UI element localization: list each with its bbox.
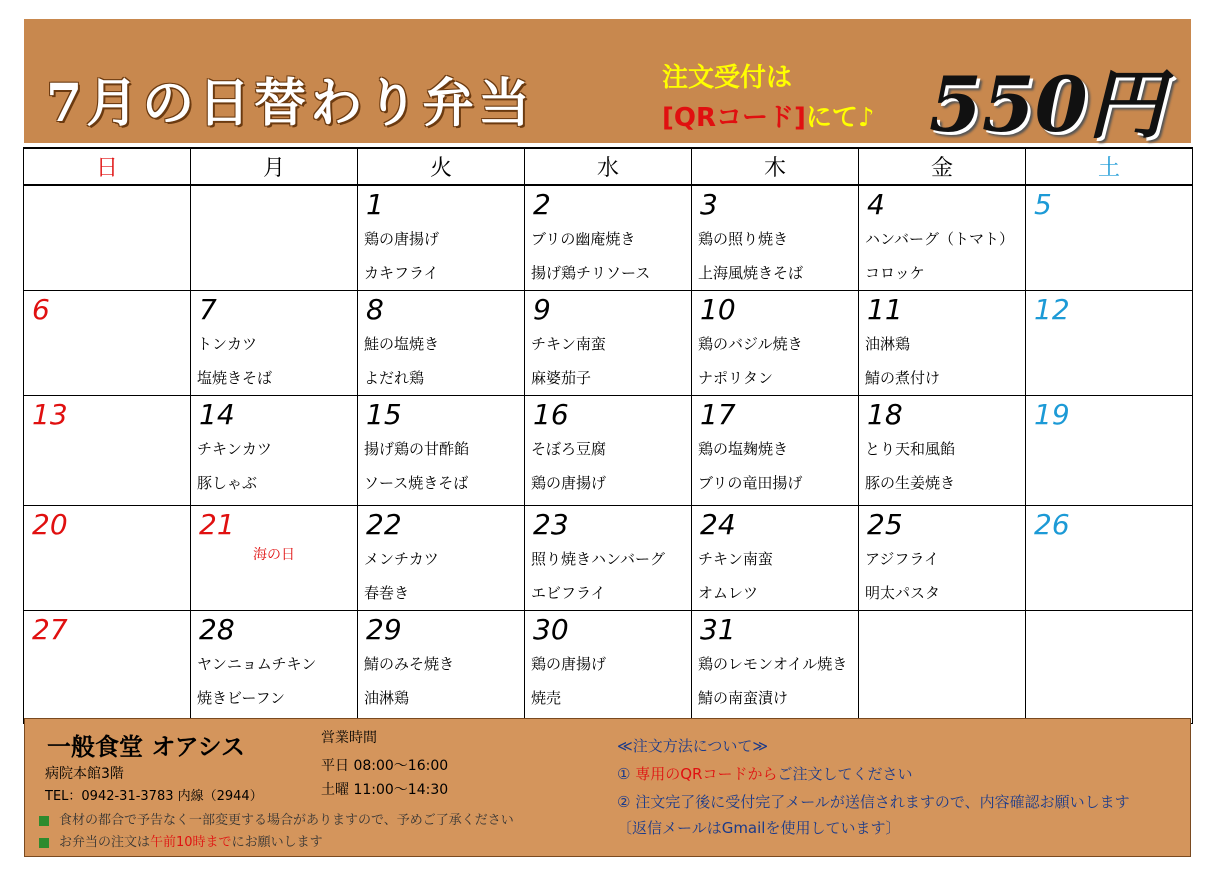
calendar-day-cell	[525, 506, 692, 611]
method1-highlight: 専用のQRコードから	[635, 765, 778, 783]
holiday-label: 海の日	[253, 547, 295, 563]
menu-item: そぼろ豆腐	[531, 440, 607, 458]
menu-item: 焼きビーフン	[197, 689, 286, 707]
calendar-day-cell	[859, 291, 1026, 396]
method1-prefix: ①	[617, 765, 636, 783]
menu-item: 鶏の塩麹焼き	[698, 440, 789, 458]
calendar-day-cell	[24, 506, 191, 611]
day-number: 1	[366, 188, 384, 221]
bullet-square-icon	[39, 838, 49, 848]
menu-item: チキン南蛮	[531, 335, 606, 353]
calendar-day-cell	[859, 185, 1026, 291]
menu-item: 春巻き	[364, 584, 410, 602]
day-number: 24	[700, 508, 736, 541]
menu-item: よだれ鶏	[364, 369, 425, 387]
cafeteria-name: 一般食堂 オアシス	[47, 733, 245, 761]
calendar-week-row	[24, 291, 1193, 396]
calendar-day-cell	[525, 396, 692, 506]
menu-item: 鶏の唐揚げ	[531, 655, 607, 673]
menu-item: 鯖の南蛮漬け	[698, 689, 789, 707]
menu-item: チキンカツ	[197, 440, 272, 458]
day-number: 12	[1034, 293, 1070, 326]
calendar-day-cell	[1026, 506, 1193, 611]
calendar-day-cell	[358, 506, 525, 611]
weekday-thu: 木	[692, 148, 859, 185]
calendar-day-cell	[1026, 611, 1193, 724]
note-menu-change-text: 食材の都合で予告なく一部変更する場合がありますので、予めご了承ください	[59, 813, 514, 828]
day-number: 2	[533, 188, 551, 221]
menu-item: カキフライ	[364, 264, 439, 282]
calendar-day-cell	[191, 396, 358, 506]
menu-item: 鯖の煮付け	[865, 369, 941, 387]
menu-item: メンチカツ	[364, 550, 439, 568]
order-method-step1	[617, 763, 912, 784]
calendar-day-cell	[692, 506, 859, 611]
calendar-day-cell	[358, 396, 525, 506]
day-number: 26	[1034, 508, 1070, 541]
calendar-week-row	[24, 396, 1193, 506]
header-banner	[24, 19, 1191, 149]
menu-item: ブリの竜田揚げ	[698, 474, 803, 492]
calendar-day-cell	[859, 611, 1026, 724]
menu-item: ソース焼きそば	[364, 474, 469, 492]
calendar-day-cell	[24, 396, 191, 506]
calendar-day-cell	[1026, 185, 1193, 291]
order-method-step2: ② 注文完了後に受付完了メールが送信されますので、内容確認お願いします	[617, 793, 1130, 811]
menu-item: 鶏のレモンオイル焼き	[698, 655, 848, 673]
note-deadline-highlight: 午前10時まで	[150, 835, 232, 850]
menu-item: 照り焼きハンバーグ	[531, 550, 665, 568]
menu-item: とり天和風餡	[865, 440, 956, 458]
cafeteria-tel: TEL：0942-31-3783 内線（2944）	[45, 789, 263, 804]
day-number: 22	[366, 508, 402, 541]
order-method-gmail: 〔返信メールはGmailを使用しています〕	[617, 819, 901, 837]
note-deadline-b: にお願いします	[231, 835, 323, 850]
hours-saturday: 土曜 11:00～14:30	[321, 782, 449, 798]
calendar-week-row	[24, 611, 1193, 724]
day-number: 20	[32, 508, 68, 541]
cafeteria-address: 病院本館3階	[45, 766, 124, 782]
hours-weekday: 平日 08:00～16:00	[321, 758, 449, 774]
day-number: 9	[533, 293, 551, 326]
day-number	[1026, 611, 1192, 647]
menu-item: 鶏の唐揚げ	[531, 474, 607, 492]
menu-item: 塩焼きそば	[197, 369, 273, 387]
day-number	[859, 611, 1025, 647]
menu-item: トンカツ	[197, 335, 258, 353]
day-number	[24, 186, 190, 222]
menu-item: オムレツ	[698, 584, 759, 602]
day-number: 15	[366, 398, 402, 431]
page-title: 7月の日替わり弁当	[46, 73, 535, 134]
calendar-week-row	[24, 185, 1193, 291]
day-number: 7	[199, 293, 217, 326]
day-number: 6	[32, 293, 50, 326]
menu-item: 鯖のみそ焼き	[364, 655, 455, 673]
order-note-line1: 注文受付は	[662, 63, 793, 93]
day-number: 25	[867, 508, 903, 541]
menu-item: ハンバーグ（トマト）	[865, 230, 1014, 248]
menu-item: 鶏の照り焼き	[698, 230, 789, 248]
day-number: 27	[32, 613, 68, 646]
day-number: 28	[199, 613, 235, 646]
menu-item: ブリの幽庵焼き	[531, 230, 636, 248]
weekday-wed: 水	[525, 148, 692, 185]
calendar-day-cell	[1026, 291, 1193, 396]
day-number: 17	[700, 398, 736, 431]
menu-item: 鶏の唐揚げ	[364, 230, 440, 248]
day-number	[191, 186, 357, 222]
day-number: 23	[533, 508, 569, 541]
menu-item: 揚げ鶏チリソース	[531, 264, 651, 282]
menu-item: 油淋鶏	[865, 335, 911, 353]
order-method-title: ≪注文方法について≫	[617, 737, 769, 755]
calendar-day-cell	[859, 506, 1026, 611]
menu-item: 焼売	[531, 689, 562, 707]
calendar-day-cell	[358, 185, 525, 291]
day-number: 16	[533, 398, 569, 431]
calendar-day-cell	[358, 291, 525, 396]
calendar-day-cell	[1026, 396, 1193, 506]
day-number: 8	[366, 293, 384, 326]
calendar-day-cell	[191, 185, 358, 291]
calendar-day-cell	[525, 185, 692, 291]
calendar-day-cell	[692, 291, 859, 396]
calendar-day-cell	[191, 611, 358, 724]
menu-item: 豚の生姜焼き	[865, 474, 956, 492]
calendar-day-cell	[692, 396, 859, 506]
day-number: 3	[700, 188, 718, 221]
order-note-qr: [QRコード]	[662, 103, 806, 133]
day-number: 14	[199, 398, 235, 431]
calendar-day-cell	[358, 611, 525, 724]
method1-rest: ご注文してください	[777, 765, 913, 783]
day-number: 21	[199, 508, 235, 541]
weekday-header-row	[24, 148, 1193, 185]
day-number: 29	[366, 613, 402, 646]
menu-item: ナポリタン	[698, 369, 774, 387]
calendar-day-cell	[692, 611, 859, 724]
price-label: 550円	[929, 60, 1164, 149]
calendar-day-cell	[24, 291, 191, 396]
menu-item: チキン南蛮	[698, 550, 773, 568]
menu-item: 明太パスタ	[865, 584, 941, 602]
menu-item: ヤンニョムチキン	[197, 655, 317, 673]
calendar-day-cell	[191, 506, 358, 611]
menu-item: コロッケ	[865, 264, 925, 282]
calendar-day-cell	[525, 291, 692, 396]
day-number: 31	[700, 613, 736, 646]
weekday-sat: 土	[1026, 148, 1193, 185]
menu-item: アジフライ	[865, 550, 939, 568]
weekday-tue: 火	[358, 148, 525, 185]
menu-item: 豚しゃぶ	[197, 474, 258, 492]
day-number: 30	[533, 613, 569, 646]
note-deadline-a: お弁当の注文は	[59, 835, 151, 850]
weekday-fri: 金	[859, 148, 1026, 185]
day-number: 11	[867, 293, 903, 326]
footer-info	[24, 718, 1191, 857]
calendar-day-cell	[24, 185, 191, 291]
calendar-day-cell	[24, 611, 191, 724]
day-number: 13	[32, 398, 68, 431]
order-note-rest: にて♪	[805, 103, 875, 133]
day-number: 5	[1034, 188, 1052, 221]
menu-item: 油淋鶏	[364, 689, 410, 707]
menu-item: 麻婆茄子	[531, 369, 592, 387]
calendar-day-cell	[191, 291, 358, 396]
note-order-deadline	[39, 831, 323, 850]
bullet-square-icon	[39, 816, 49, 826]
weekday-mon: 月	[191, 148, 358, 185]
menu-item: エビフライ	[531, 584, 606, 602]
day-number: 10	[700, 293, 736, 326]
calendar-table	[23, 147, 1193, 724]
note-menu-change	[39, 809, 514, 828]
weekday-sun: 日	[24, 148, 191, 185]
day-number: 4	[867, 188, 885, 221]
calendar-day-cell	[692, 185, 859, 291]
calendar-week-row	[24, 506, 1193, 611]
day-number: 19	[1034, 398, 1070, 431]
day-number: 18	[867, 398, 903, 431]
order-note-line2	[662, 97, 874, 134]
calendar-day-cell	[525, 611, 692, 724]
menu-item: 鮭の塩焼き	[364, 335, 440, 353]
calendar-day-cell	[859, 396, 1026, 506]
menu-item: 揚げ鶏の甘酢餡	[364, 440, 470, 458]
menu-item: 上海風焼きそば	[698, 264, 804, 282]
hours-title: 営業時間	[321, 730, 377, 746]
menu-item: 鶏のバジル焼き	[698, 335, 803, 353]
